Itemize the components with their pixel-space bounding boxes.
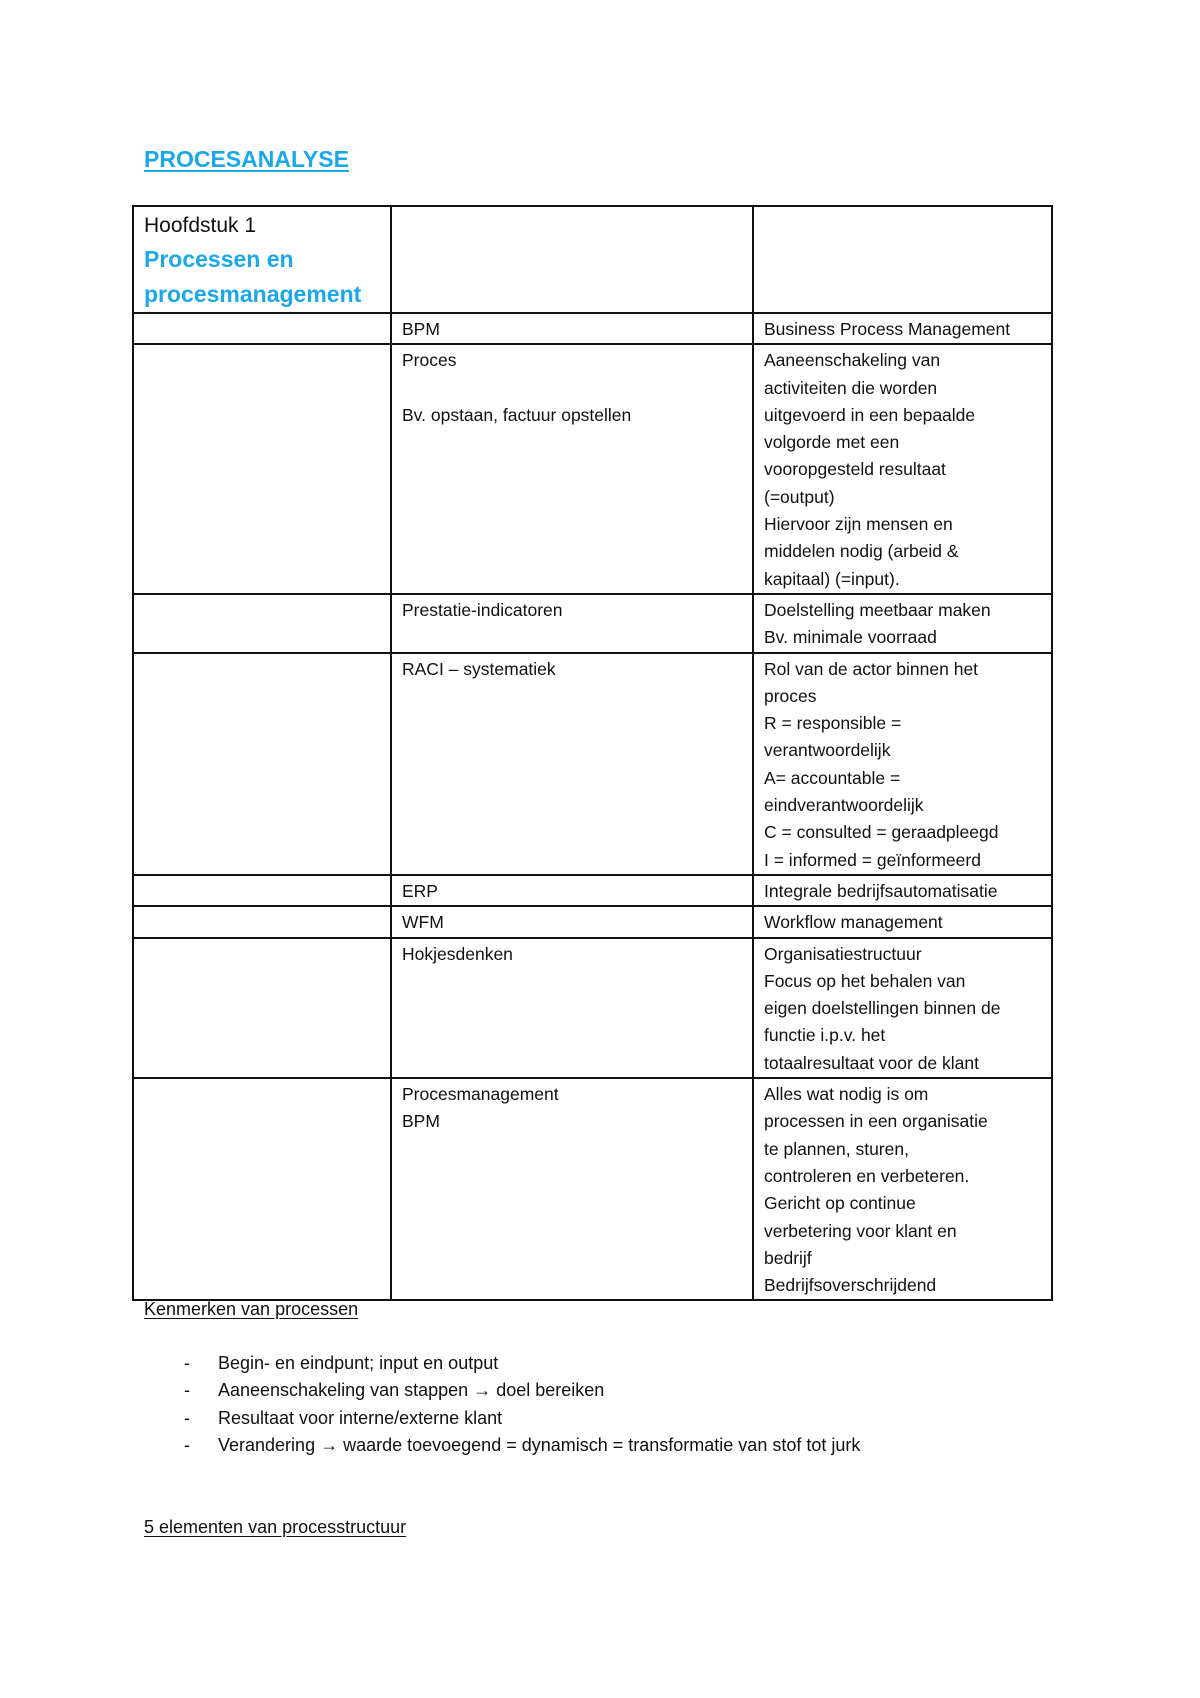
definition-text: Bedrijfsoverschrijdend xyxy=(764,1275,937,1296)
definition-text: Doelstelling meetbaar maken xyxy=(764,599,991,620)
arrow-icon: → xyxy=(320,1434,339,1455)
definition-text: functie i.p.v. het xyxy=(764,1025,886,1046)
definition-text: middelen nodig (arbeid & xyxy=(764,541,959,562)
definition-text: C = consulted = geraadpleegd xyxy=(764,822,999,843)
empty-cell xyxy=(133,594,391,653)
definition-text: uitgevoerd in een bepaalde xyxy=(764,404,976,425)
definition-text: Hiervoor zijn mensen en xyxy=(764,514,953,535)
empty-cell xyxy=(133,906,391,937)
definition-cell xyxy=(753,875,1052,906)
table-row xyxy=(133,938,1052,1078)
definition-text: activiteiten die worden xyxy=(764,377,938,398)
definition-text: Workflow management xyxy=(764,912,943,933)
term-cell xyxy=(391,594,753,653)
table-header-row xyxy=(133,206,1052,313)
term-cell xyxy=(391,344,753,594)
term-text: BPM xyxy=(402,319,440,339)
empty-cell xyxy=(133,1078,391,1300)
empty-cell xyxy=(133,344,391,594)
term-example: Bv. opstaan, factuur opstellen xyxy=(402,404,632,425)
definition-text: Business Process Management xyxy=(764,319,1011,339)
table-row xyxy=(133,594,1052,653)
list-item: - Resultaat voor interne/externe klant xyxy=(184,1407,503,1428)
empty-cell xyxy=(133,938,391,1078)
chapter-label: Hoofdstuk 1 xyxy=(144,214,257,237)
chapter-title: Processen en xyxy=(144,246,294,272)
table-row xyxy=(133,313,1052,344)
term-text: Prestatie-indicatoren xyxy=(402,599,563,620)
definition-text: proces xyxy=(764,685,817,706)
term-cell xyxy=(391,875,753,906)
definition-cell xyxy=(753,653,1052,875)
definition-text: totaalresultaat voor de klant xyxy=(764,1052,979,1073)
table-row xyxy=(133,906,1052,937)
definition-cell xyxy=(753,594,1052,653)
definition-text: Bv. minimale voorraad xyxy=(764,627,937,648)
features-list xyxy=(144,1350,860,1459)
definition-text: Integrale bedrijfsautomatisatie xyxy=(764,880,998,901)
definition-cell xyxy=(753,344,1052,594)
definition-text: Gericht op continue xyxy=(764,1193,916,1214)
definition-text: A= accountable = xyxy=(764,767,901,788)
table-row xyxy=(133,344,1052,594)
definition-cell xyxy=(753,1078,1052,1300)
list-item: - Verandering → waarde toevoegend = dynamisch = transformatie van stof tot jurk xyxy=(184,1434,861,1455)
definition-text: R = responsible = xyxy=(764,713,902,734)
definition-text: controleren en verbeteren. xyxy=(764,1165,970,1186)
definition-text: te plannen, sturen, xyxy=(764,1138,909,1159)
empty-cell xyxy=(133,653,391,875)
definition-text: vooropgesteld resultaat xyxy=(764,459,946,480)
document-title: PROCESANALYSE xyxy=(144,146,349,172)
arrow-icon: → xyxy=(473,1380,492,1401)
definition-text: Rol van de actor binnen het xyxy=(764,658,979,679)
definition-text: eindverantwoordelijk xyxy=(764,795,924,816)
table-row xyxy=(133,1078,1052,1300)
definition-text: verbetering voor klant en xyxy=(764,1220,957,1241)
term-text: Procesmanagement xyxy=(402,1084,559,1105)
table-row xyxy=(133,653,1052,875)
term-cell xyxy=(391,938,753,1078)
chapter-title: procesmanagement xyxy=(144,281,362,307)
term-text: WFM xyxy=(402,912,444,933)
definition-text: verantwoordelijk xyxy=(764,740,891,761)
empty-cell xyxy=(391,206,753,313)
term-text: ERP xyxy=(402,880,438,901)
definition-text: (=output) xyxy=(764,486,835,507)
definition-text: eigen doelstellingen binnen de xyxy=(764,998,1001,1019)
chapter-cell xyxy=(133,206,391,313)
term-text: BPM xyxy=(402,1111,440,1132)
list-item: - Begin- en eindpunt; input en output xyxy=(184,1353,499,1373)
glossary-table xyxy=(132,205,1053,1301)
definition-text: Organisatiestructuur xyxy=(764,943,922,964)
definition-cell xyxy=(753,313,1052,344)
empty-cell xyxy=(753,206,1052,313)
term-text: Hokjesdenken xyxy=(402,943,513,964)
term-cell xyxy=(391,1078,753,1300)
features-heading: Kenmerken van processen xyxy=(144,1299,359,1319)
definition-text: kapitaal) (=input). xyxy=(764,568,900,589)
term-cell xyxy=(391,313,753,344)
definition-text: I = informed = geïnformeerd xyxy=(764,849,981,870)
term-text: Proces xyxy=(402,350,457,371)
definition-text: Alles wat nodig is om xyxy=(764,1084,929,1105)
definition-text: volgorde met een xyxy=(764,432,900,453)
empty-cell xyxy=(133,313,391,344)
definition-text: processen in een organisatie xyxy=(764,1111,988,1132)
elements-heading: 5 elementen van processtructuur xyxy=(144,1517,407,1537)
term-cell xyxy=(391,906,753,937)
term-text: RACI – systematiek xyxy=(402,658,556,679)
definition-cell xyxy=(753,906,1052,937)
definition-text: Focus op het behalen van xyxy=(764,970,966,991)
definition-text: Aaneenschakeling van xyxy=(764,350,941,371)
definition-text: bedrijf xyxy=(764,1247,812,1268)
table-row xyxy=(133,875,1052,906)
definition-cell xyxy=(753,938,1052,1078)
list-item: - Aaneenschakeling van stappen → doel bereiken xyxy=(184,1380,605,1401)
term-cell xyxy=(391,653,753,875)
empty-cell xyxy=(133,875,391,906)
